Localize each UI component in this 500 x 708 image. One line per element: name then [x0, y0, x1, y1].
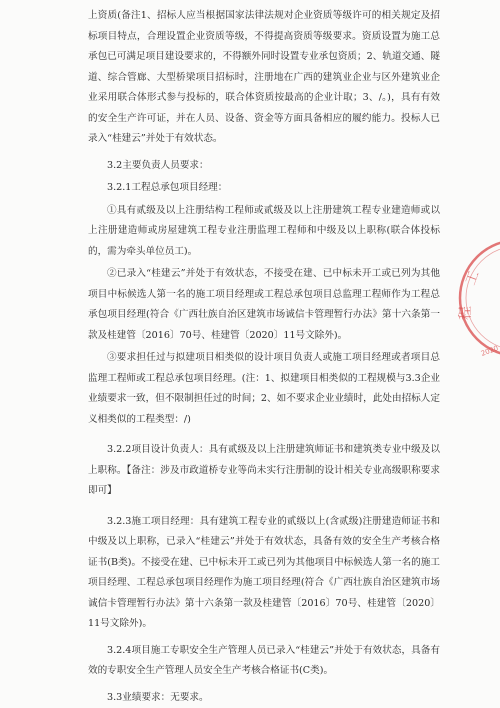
paragraph-epc-manager-item-2: ②已录入“桂建云”并处于有效状态，不接受在建、已中标未开工或已列为其他项目中标候选人第一名的施工项目经理或工程总承包项目总监理工程师作为工程总承包项目经理(符合《广西壮族自治区建筑市场诚信卡管理暂行办法》第十六条第一款及桂建管〔2016〕70号、桂建管〔2020〕11号文除外)。	[88, 264, 440, 346]
document-body	[88, 6, 440, 708]
seal-ring	[460, 240, 500, 356]
red-seal-stamp	[456, 228, 500, 368]
seal-glyph: 工	[463, 269, 483, 288]
paragraph-safety-officer: 3.2.4项目施工专职安全生产管理人员已录入“桂建云”并处于有效状态，具备有效的专职安全生产管理人员安全生产考核合格证书(C类)。	[88, 641, 440, 682]
seal-year: 2020	[480, 344, 499, 358]
heading-epc-project-manager: 3.2.1工程总承包项目经理：	[88, 178, 440, 199]
seal-glyph: 程	[458, 306, 474, 320]
paragraph-qualification: 上资质(备注1、招标人应当根据国家法律法规对企业资质等级许可的相关规定及招标项目特点，合理设置企业资质等级，不得提高资质等级要求。资质设置为施工总承包已可满足项目建设要求的，不得额外同时设置专业承包资质；2、轨道交通、隧道、综合管廊、大型桥梁项目招标时，注册地在广西的建筑业企业与区外建筑业企业采用联合体形式参与投标的，联合体资质按最高的企业计取；3、/。)，具有有效的安全生产许可证，并在人员、设备、资金等方面具备相应的履约能力。投标人已录入“桂建云”并处于有效状态。	[88, 6, 440, 150]
seal-inner-ring	[466, 246, 500, 350]
paragraph-design-lead: 3.2.2项目设计负责人：具有贰级及以上注册建筑师证书和建筑类专业中级及以上职称。【备注：涉及市政道桥专业等尚未实行注册制的设计相关专业高级职称要求即可】	[88, 440, 440, 502]
heading-personnel-requirements: 3.2主要负责人员要求：	[88, 156, 440, 177]
paragraph-epc-manager-item-1: ①具有贰级及以上注册结构工程师或贰级及以上注册建筑工程专业建造师或以上注册建造师或房屋建筑工程专业注册监理工程师和中级及以上职称(联合体投标的，需为牵头单位员工)。	[88, 201, 440, 263]
paragraph-construction-manager: 3.2.3施工项目经理：具有建筑工程专业的贰级以上(含贰级)注册建造师证书和中级及以上职称，已录入“桂建云”并处于有效状态，具备有效的安全生产考核合格证书(B类)。不接受在建、已中标未开工或已列为其他项目中标候选人第一名的施工项目经理、工程总承包项目经理作为施工项目经理(符合《广西壮族自治区建筑市场诚信卡管理暂行办法》第十六条第一款及桂建管〔2016〕70号、桂建管〔2020〕11号文除外)。	[88, 512, 440, 635]
paragraph-epc-manager-item-3: ③要求担任过与拟建项目相类似的设计项目负责人或施工项目经理或者项目总监理工程师或工程总承包项目经理。(注：1、拟建项目相类似的工程规模与3.3企业业绩要求一致，但不限制担任过的时间；2、如不要求企业业绩时，此处由招标人定义相类似的工程类型：/)	[88, 348, 440, 430]
paragraph-performance-requirements: 3.3业绩要求：无要求。	[88, 688, 440, 708]
